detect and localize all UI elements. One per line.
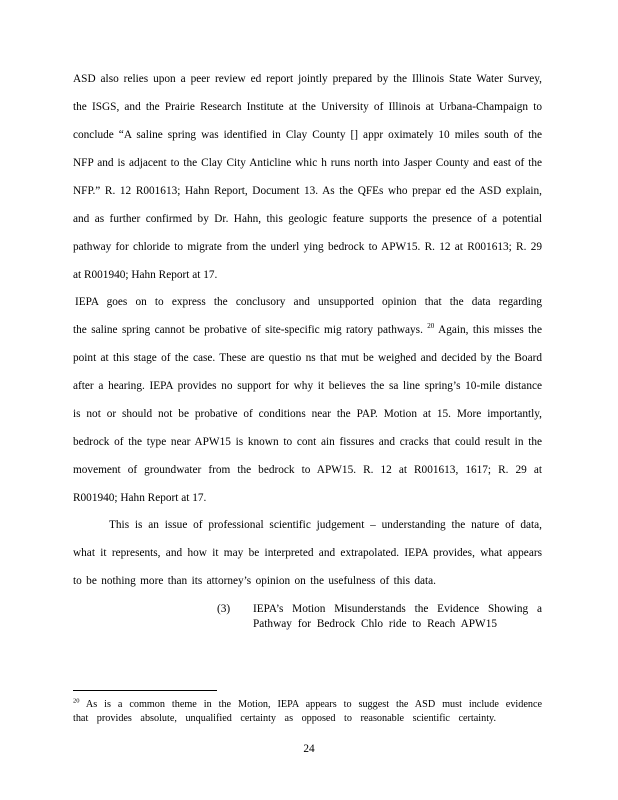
- footnote-line: [73, 698, 542, 711]
- body-line: conclude “A saline spring was identified in Clay County [] appr oximately 10 miles south of the: [73, 129, 542, 141]
- body-line: R001940; Hahn Report at 17.: [73, 492, 207, 504]
- body-line: point at this stage of the case. These are questio ns that mut be weighed and decided by the Board: [73, 352, 542, 364]
- body-line: and as further confirmed by Dr. Hahn, this geologic feature supports the presence of a potential: [73, 213, 542, 225]
- body-line: IEPA goes on to express the conclusory and unsupported opinion that the data regarding: [75, 296, 542, 308]
- section-heading-line: Pathway for Bedrock Chlo ride to Reach APW15: [253, 618, 497, 630]
- body-line-text: Again, this misses the: [438, 324, 542, 336]
- body-line: pathway for chloride to migrate from the underl ying bedrock to APW15. R. 12 at R001613; R. 29: [73, 241, 542, 253]
- body-line-with-footnote: [73, 323, 542, 337]
- body-line: at R001940; Hahn Report at 17.: [73, 269, 218, 281]
- body-line: NFP and is adjacent to the Clay City Anticline whic h runs north into Jasper County and east of the: [73, 157, 542, 169]
- footnote-line: that provides absolute, unqualified certainty as opposed to reasonable scientific certainty.: [73, 713, 496, 724]
- body-line: This is an issue of professional scientific judgement – understanding the nature of data,: [109, 519, 542, 531]
- section-heading-number: (3): [217, 603, 231, 615]
- body-line: ASD also relies upon a peer review ed report jointly prepared by the Illinois State Water Survey,: [73, 73, 542, 85]
- footnote-marker: 20: [73, 697, 80, 705]
- body-line: what it represents, and how it may be interpreted and extrapolated. IEPA provides, what appears: [73, 547, 542, 559]
- footnote-text: As is a common theme in the Motion, IEPA appears to suggest the ASD must include evidence: [85, 699, 542, 710]
- body-line-text: the saline spring cannot be probative of site-specific mig ratory pathways.: [73, 324, 423, 336]
- section-heading-line: IEPA’s Motion Misunderstands the Evidence Showing a: [253, 603, 542, 615]
- body-line: the ISGS, and the Prairie Research Institute at the University of Illinois at Urbana-Champaign to: [73, 101, 542, 113]
- body-line: bedrock of the type near APW15 is known to cont ain fissures and cracks that could result in the: [73, 436, 542, 448]
- footnote-divider: [73, 690, 217, 691]
- body-line: NFP.” R. 12 R001613; Hahn Report, Document 13. As the QFEs who prepar ed the ASD explain,: [73, 185, 542, 197]
- footnote-reference: 20: [427, 322, 435, 331]
- body-line: after a hearing. IEPA provides no support for why it believes the sa line spring’s 10-mile distance: [73, 380, 542, 392]
- body-line: is not or should not be probative of conditions near the PAP. Motion at 15. More importantly,: [73, 408, 542, 420]
- page-number: 24: [303, 743, 315, 755]
- body-line: movement of groundwater from the bedrock to APW15. R. 12 at R001613, 1617; R. 29 at: [73, 464, 542, 476]
- body-line: to be nothing more than its attorney’s opinion on the usefulness of this data.: [73, 575, 436, 587]
